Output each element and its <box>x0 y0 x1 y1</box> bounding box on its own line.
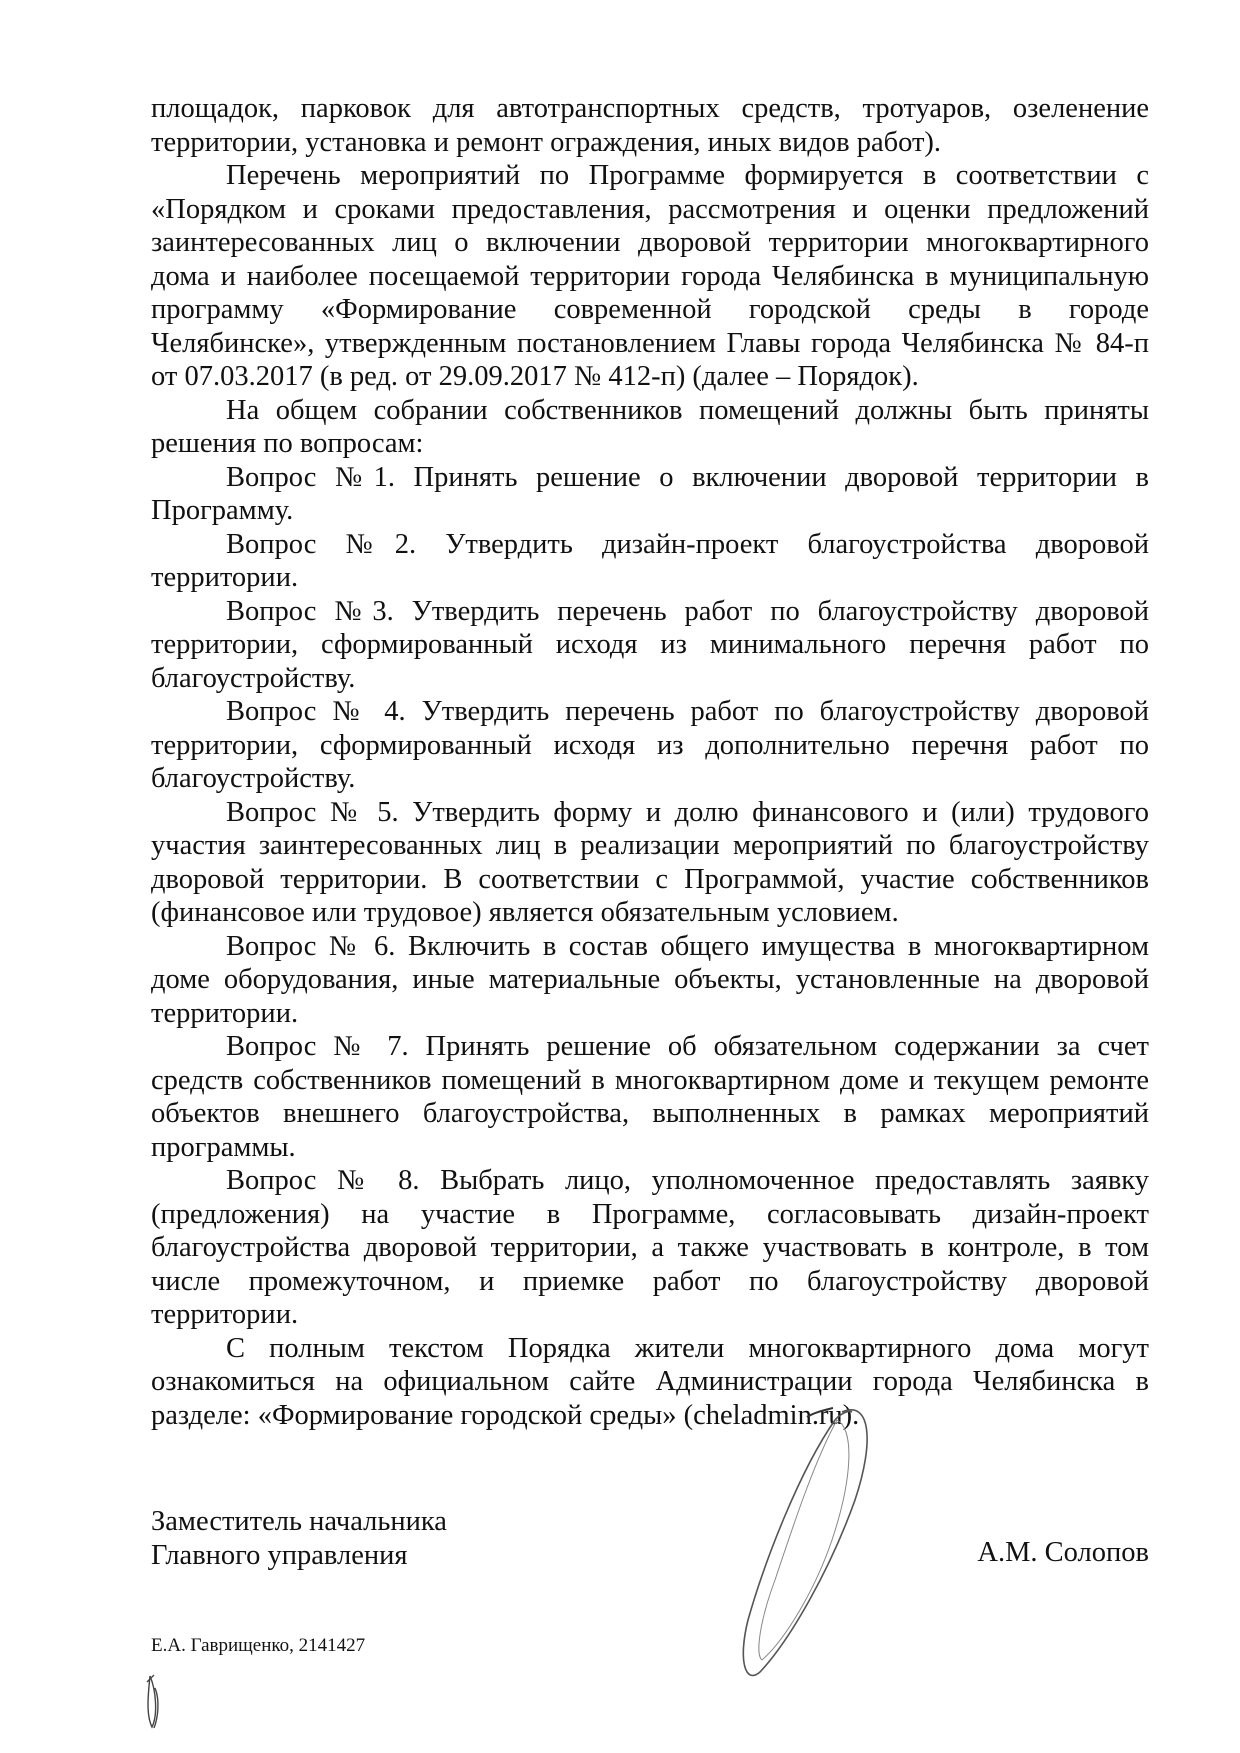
text-line: благоустройству. <box>151 763 356 794</box>
text-line: территории, сформированный исходя из дополнительно перечня работ по <box>151 729 1149 761</box>
text-line: Челябинске», утвержденным постановлением Главы города Челябинска № 84-п <box>151 327 1149 359</box>
text-line: С полным текстом Порядка жители многоквартирного дома могут <box>226 1332 1149 1364</box>
text-line: территории. <box>151 1299 299 1330</box>
text-line: территории, сформированный исходя из минимального перечня работ по <box>151 629 1149 660</box>
text-line: решения по вопросам: <box>151 428 424 459</box>
text-line: На общем собрании собственников помещений должны быть приняты <box>226 394 1149 426</box>
text-line: числе промежуточном, и приемке работ по благоустройству дворовой <box>151 1265 1149 1297</box>
text-line: территории. <box>151 562 299 593</box>
paragraph <box>151 461 1149 528</box>
paragraph <box>151 394 1149 461</box>
text-line: объектов внешнего благоустройства, выполненных в рамках мероприятий <box>151 1098 1149 1129</box>
text-line: ознакомиться на официальном сайте Администрации города Челябинска в <box>151 1366 1149 1397</box>
signatory-title-line1: Заместитель начальника <box>151 1506 447 1537</box>
text-line: площадок, парковок для автотранспортных средств, тротуаров, озеленение <box>151 93 1149 124</box>
text-line: Перечень мероприятий по Программе формируется в соответствии с <box>226 160 1149 191</box>
signatory-name: А.М. Солопов <box>977 1537 1149 1568</box>
text-line: участия заинтересованных лиц в реализации мероприятий по благоустройству <box>151 830 1149 861</box>
text-line: Вопрос № 5. Утвердить форму и долю финансового и (или) трудового <box>226 796 1149 828</box>
text-line: Вопрос №2. Утвердить дизайн-проект благоустройства дворовой <box>226 528 1149 560</box>
text-line: Вопрос № 8. Выбрать лицо, уполномоченное предоставлять заявку <box>226 1165 1149 1196</box>
text-line: (предложения) на участие в Программе, согласовывать дизайн-проект <box>151 1198 1149 1230</box>
text-line: программы. <box>151 1131 296 1163</box>
text-line: Вопрос №3. Утвердить перечень работ по благоустройству дворовой <box>226 595 1149 627</box>
text-line: дома и наиболее посещаемой территории города Челябинска в муниципальную <box>151 260 1149 292</box>
paragraph <box>151 695 1149 796</box>
paragraph <box>151 1164 1149 1332</box>
text-line: Вопрос № 4. Утвердить перечень работ по благоустройству дворовой <box>226 696 1149 727</box>
text-line: Вопрос № 6. Включить в состав общего имущества в многоквартирном <box>226 930 1149 962</box>
text-line: (финансовое или трудовое) является обязательным условием. <box>151 897 899 928</box>
executor-contact: Е.А. Гаврищенко, 2141427 <box>151 1635 366 1656</box>
text-line: Вопрос № 7. Принять решение об обязательном содержании за счет <box>226 1031 1149 1062</box>
initials-mark <box>147 1675 158 1728</box>
text-line: Программу. <box>151 495 294 526</box>
signatory-title <box>151 1505 447 1572</box>
text-line: средств собственников помещений в многоквартирном доме и текущем ремонте <box>151 1064 1149 1096</box>
text-line: «Порядком и сроками предоставления, рассмотрения и оценки предложений <box>151 193 1149 225</box>
signatory-title-line2: Главного управления <box>151 1539 408 1571</box>
text-line: от 07.03.2017 (в ред. от 29.09.2017 № 412-п) (далее – Порядок). <box>151 361 919 392</box>
text-line: заинтересованных лиц о включении дворовой территории многоквартирного <box>151 227 1149 258</box>
text-line: разделе: «Формирование городской среды» (cheladmin.ru). <box>151 1399 860 1431</box>
text-line: территории, установка и ремонт ограждения, иных видов работ). <box>151 126 942 158</box>
paragraph <box>151 92 1149 159</box>
paragraph <box>151 930 1149 1031</box>
paragraph <box>151 595 1149 696</box>
paragraph <box>151 796 1149 930</box>
paragraph <box>151 1332 1149 1433</box>
text-line: Вопрос №1. Принять решение о включении дворовой территории в <box>226 461 1149 493</box>
text-line: территории. <box>151 997 299 1029</box>
paragraph <box>151 159 1149 394</box>
text-line: благоустройству. <box>151 662 356 694</box>
text-line: благоустройства дворовой территории, а также участвовать в контроле, в том <box>151 1232 1149 1263</box>
paragraph <box>151 528 1149 595</box>
paragraph <box>151 1030 1149 1164</box>
document-body <box>151 92 1149 1432</box>
text-line: программу «Формирование современной городской среды в городе <box>151 294 1149 325</box>
text-line: доме оборудования, иные материальные объекты, установленные на дворовой <box>151 964 1149 995</box>
text-line: дворовой территории. В соответствии с Программой, участие собственников <box>151 863 1149 895</box>
